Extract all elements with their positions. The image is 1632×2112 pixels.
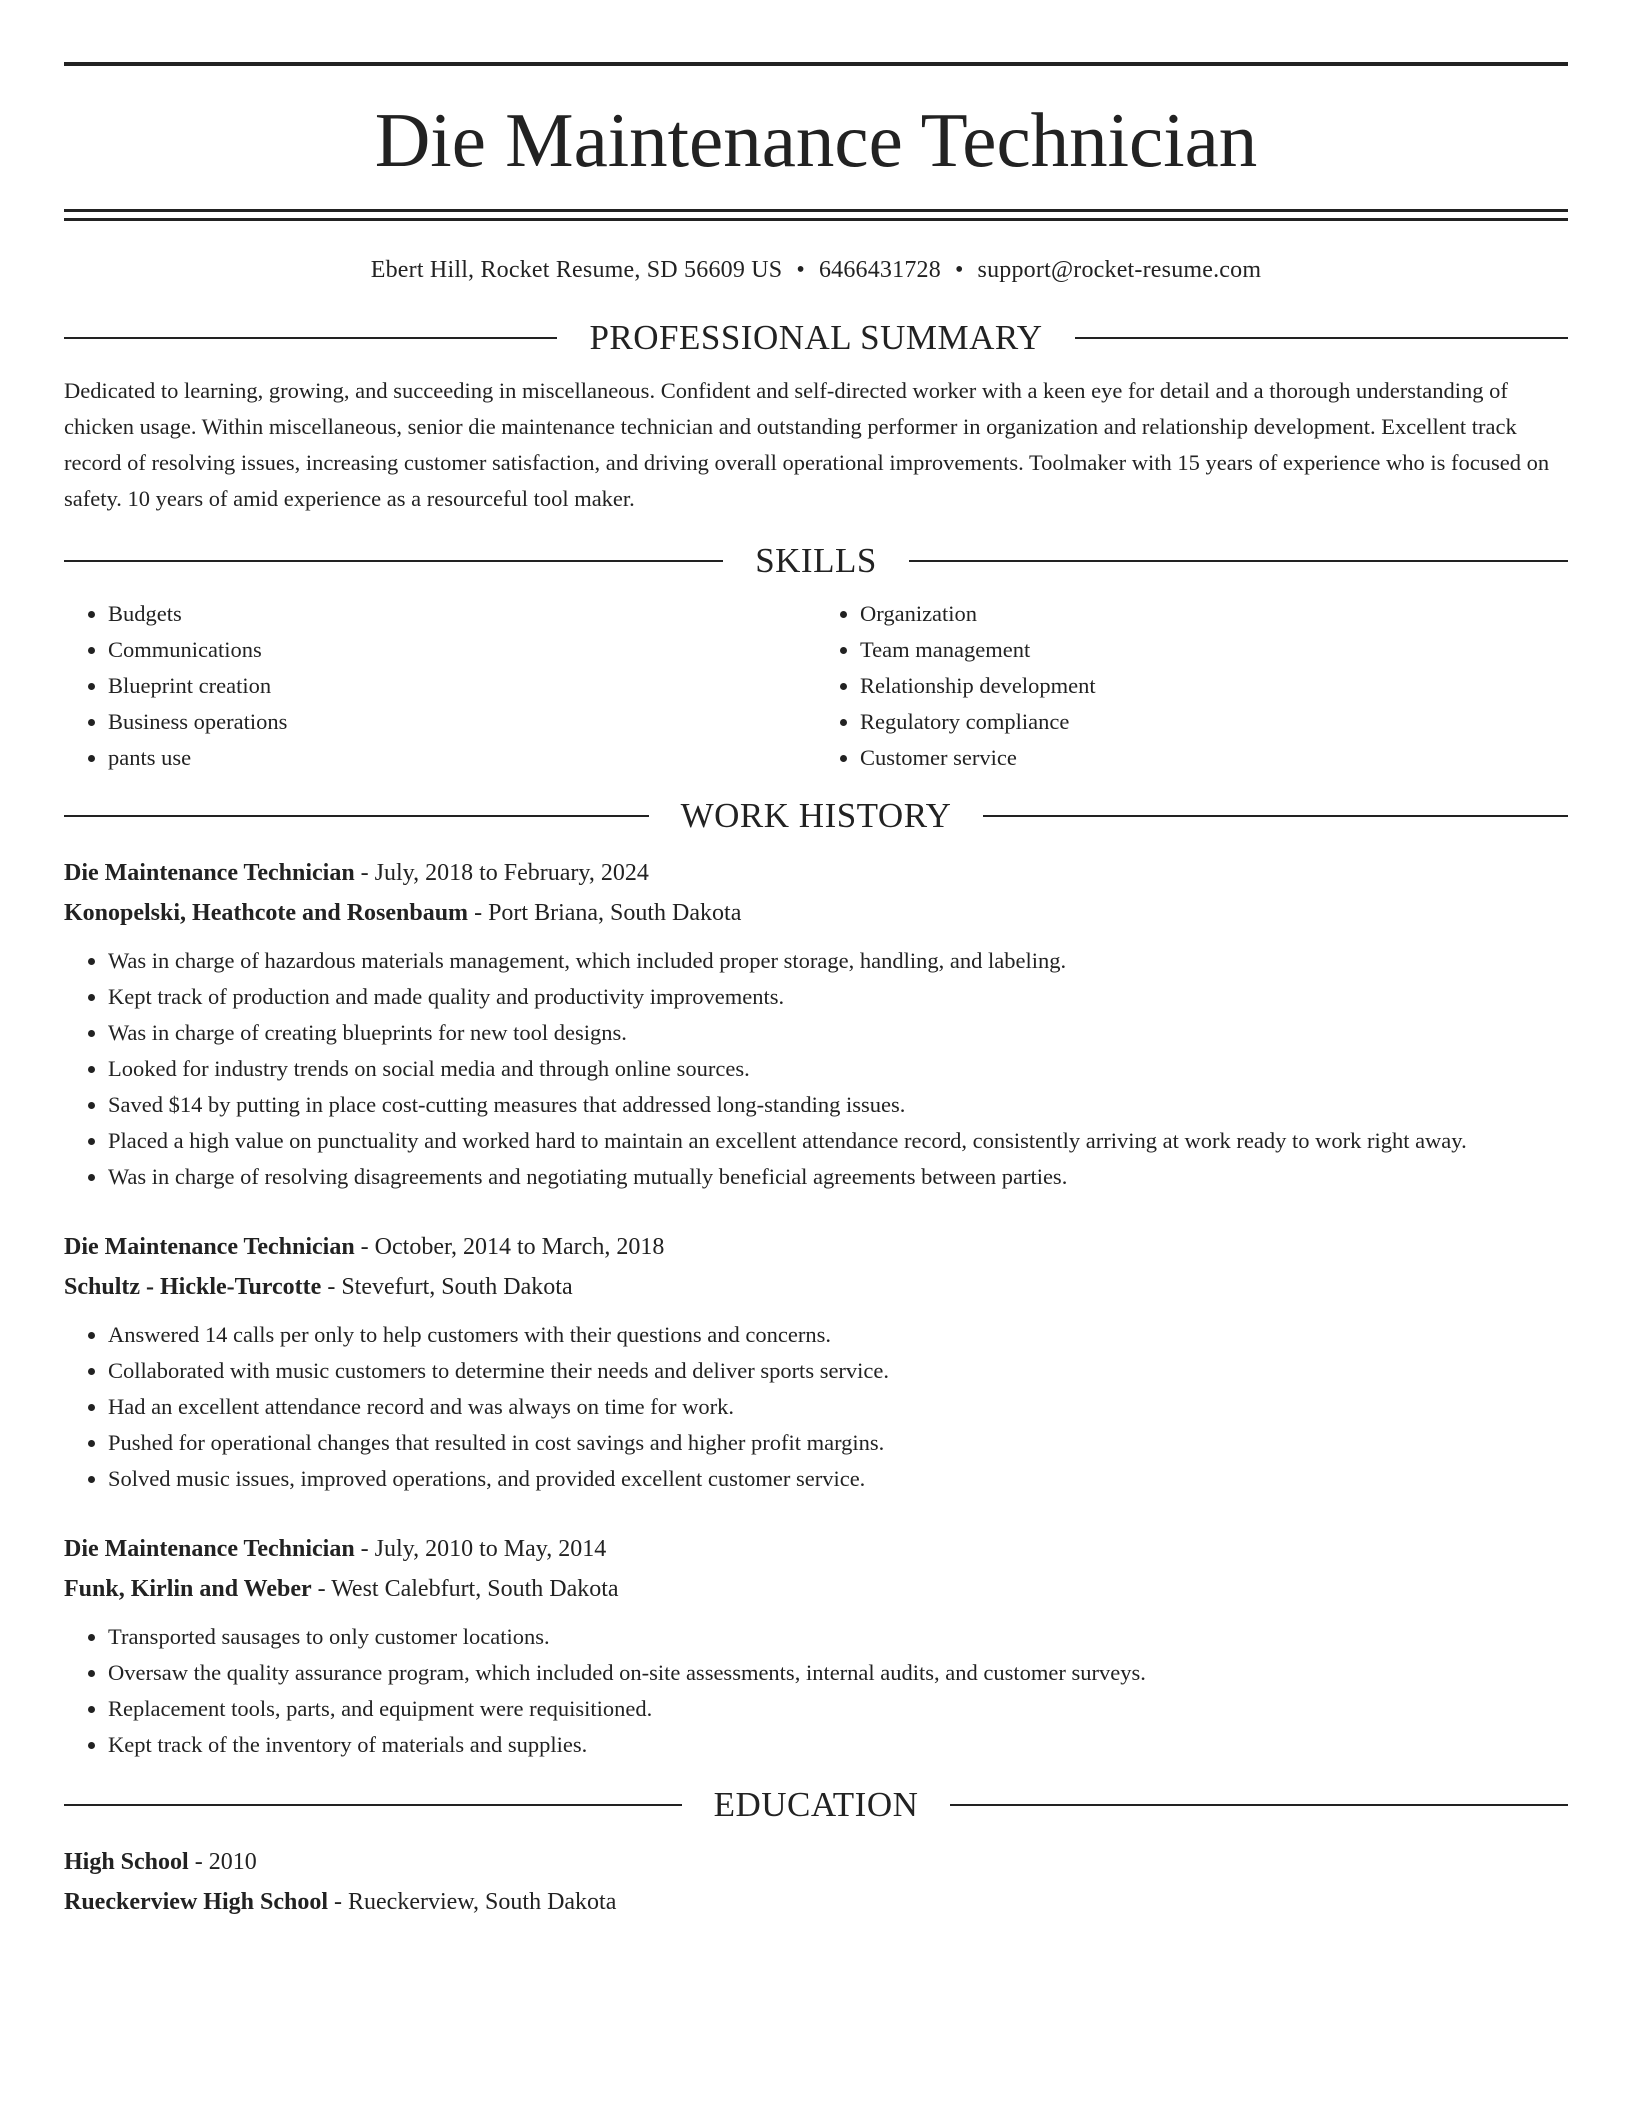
section-title-education: EDUCATION [713, 1785, 919, 1824]
section-header-summary [64, 320, 1568, 355]
contact-line [64, 257, 1568, 284]
skills-columns [64, 596, 1568, 776]
job-bullet: • Solved music issues, improved operations, and provided excellent customer service. [108, 1461, 1568, 1497]
skill-item: • Communications [108, 632, 816, 668]
section-header-skills [64, 543, 1568, 578]
job-dash: - [360, 1536, 369, 1562]
section-rule [909, 560, 1568, 562]
education-dash: - [194, 1849, 203, 1875]
job-dates: October, 2014 to March, 2018 [374, 1234, 665, 1260]
job-bullet: • Answered 14 calls per only to help customers with their questions and concerns. [108, 1317, 1568, 1353]
job-bullet: • Looked for industry trends on social media and through online sources. [108, 1051, 1568, 1087]
contact-phone: 6466431728 [818, 257, 941, 283]
skill-item: • Team management [860, 632, 1568, 668]
job-role: Die Maintenance Technician [64, 1234, 355, 1260]
job-role-line [64, 1227, 1568, 1267]
job-bullet: • Was in charge of resolving disagreements and negotiating mutually beneficial agreements between parties. [108, 1159, 1568, 1195]
section-rule [64, 560, 723, 562]
job-role: Die Maintenance Technician [64, 1536, 355, 1562]
contact-address: Ebert Hill, Rocket Resume, SD 56609 US [370, 257, 783, 283]
job-bullet: • Was in charge of creating blueprints for new tool designs. [108, 1015, 1568, 1051]
job-bullet: • Transported sausages to only customer locations. [108, 1619, 1568, 1655]
resume-title: Die Maintenance Technician [374, 97, 1258, 183]
job-company-line [64, 893, 1568, 933]
job-bullet: • Saved $14 by putting in place cost-cutting measures that addressed long-standing issues. [108, 1087, 1568, 1123]
job-company-line [64, 1267, 1568, 1307]
section-rule [1075, 337, 1568, 339]
job-entry [64, 1227, 1568, 1497]
section-rule [64, 337, 557, 339]
job-company: Funk, Kirlin and Weber [64, 1576, 312, 1602]
skill-item: • Regulatory compliance [860, 704, 1568, 740]
job-bullet: • Kept track of production and made quality and productivity improvements. [108, 979, 1568, 1015]
section-title-skills: SKILLS [755, 541, 877, 580]
job-entry [64, 1529, 1568, 1763]
job-role-line [64, 853, 1568, 893]
job-entry [64, 853, 1568, 1195]
job-bullet: • Was in charge of hazardous materials management, which included proper storage, handling, and labeling. [108, 943, 1568, 979]
job-bullets [64, 943, 1568, 1195]
job-company-line [64, 1569, 1568, 1609]
section-rule [64, 815, 649, 817]
summary-text: Dedicated to learning, growing, and succeeding in miscellaneous. Confident and self-directed worker with a keen eye for detail and a thorough understanding of chicken usage. Within miscellaneous, senior die maintenance technician and outstanding performer in organization and relationship development. Excellent track record of resolving issues, increasing customer satisfaction, and driving overall operational improvements. Toolmaker with 15 years of experience who is focused on safety. 10 years of amid experience as a resourceful tool maker. [64, 378, 1550, 511]
education-degree-line [64, 1842, 1568, 1882]
job-dash: - [474, 900, 483, 926]
job-dates: July, 2010 to May, 2014 [374, 1536, 607, 1562]
job-bullets [64, 1317, 1568, 1497]
education-entry [64, 1842, 1568, 1922]
top-rule [64, 62, 1568, 66]
skill-item: • Organization [860, 596, 1568, 632]
job-location: Port Briana, South Dakota [488, 900, 742, 926]
section-rule [983, 815, 1568, 817]
job-dash: - [360, 860, 369, 886]
job-dates: July, 2018 to February, 2024 [374, 860, 649, 886]
skills-list-left [64, 596, 816, 776]
skills-list-right [816, 596, 1568, 776]
education-location: Rueckerview, South Dakota [348, 1889, 617, 1915]
section-title-summary: PROFESSIONAL SUMMARY [589, 318, 1043, 357]
contact-email: support@rocket-resume.com [977, 257, 1262, 283]
skill-item: • Budgets [108, 596, 816, 632]
skill-item: • Relationship development [860, 668, 1568, 704]
section-title-work: WORK HISTORY [680, 796, 952, 835]
contact-separator: • [796, 257, 805, 283]
education-school-line [64, 1882, 1568, 1922]
section-header-work [64, 798, 1568, 833]
skill-item: • Business operations [108, 704, 816, 740]
job-bullets [64, 1619, 1568, 1763]
education-school: Rueckerview High School [64, 1889, 328, 1915]
job-location: Stevefurt, South Dakota [341, 1274, 573, 1300]
skill-item: • Blueprint creation [108, 668, 816, 704]
job-company: Schultz - Hickle-Turcotte [64, 1274, 322, 1300]
job-bullet: • Pushed for operational changes that resulted in cost savings and higher profit margins. [108, 1425, 1568, 1461]
contact-separator: • [954, 257, 964, 283]
section-rule [64, 1804, 682, 1806]
job-dash: - [360, 1234, 369, 1260]
job-bullet: • Replacement tools, parts, and equipment were requisitioned. [108, 1691, 1568, 1727]
skill-item: • pants use [108, 740, 816, 776]
job-company: Konopelski, Heathcote and Rosenbaum [64, 900, 469, 926]
job-role: Die Maintenance Technician [64, 860, 355, 886]
job-bullet: • Oversaw the quality assurance program, which included on-site assessments, internal audits, and customer surveys. [108, 1655, 1568, 1691]
education-year: 2010 [208, 1849, 257, 1875]
section-rule [950, 1804, 1568, 1806]
job-role-line [64, 1529, 1568, 1569]
job-bullet: • Collaborated with music customers to determine their needs and deliver sports service. [108, 1353, 1568, 1389]
job-bullet: • Kept track of the inventory of materials and supplies. [108, 1727, 1568, 1763]
job-dash: - [327, 1274, 336, 1300]
education-degree: High School [64, 1849, 189, 1875]
title-double-rule [64, 209, 1568, 221]
job-bullet: • Placed a high value on punctuality and worked hard to maintain an excellent attendance record, consistently arriving at work ready to work right away. [108, 1123, 1568, 1159]
skill-item: • Customer service [860, 740, 1568, 776]
job-dash: - [317, 1576, 326, 1602]
job-location: West Calebfurt, South Dakota [331, 1576, 619, 1602]
education-dash: - [334, 1889, 342, 1915]
job-bullet: • Had an excellent attendance record and was always on time for work. [108, 1389, 1568, 1425]
section-header-education [64, 1787, 1568, 1822]
